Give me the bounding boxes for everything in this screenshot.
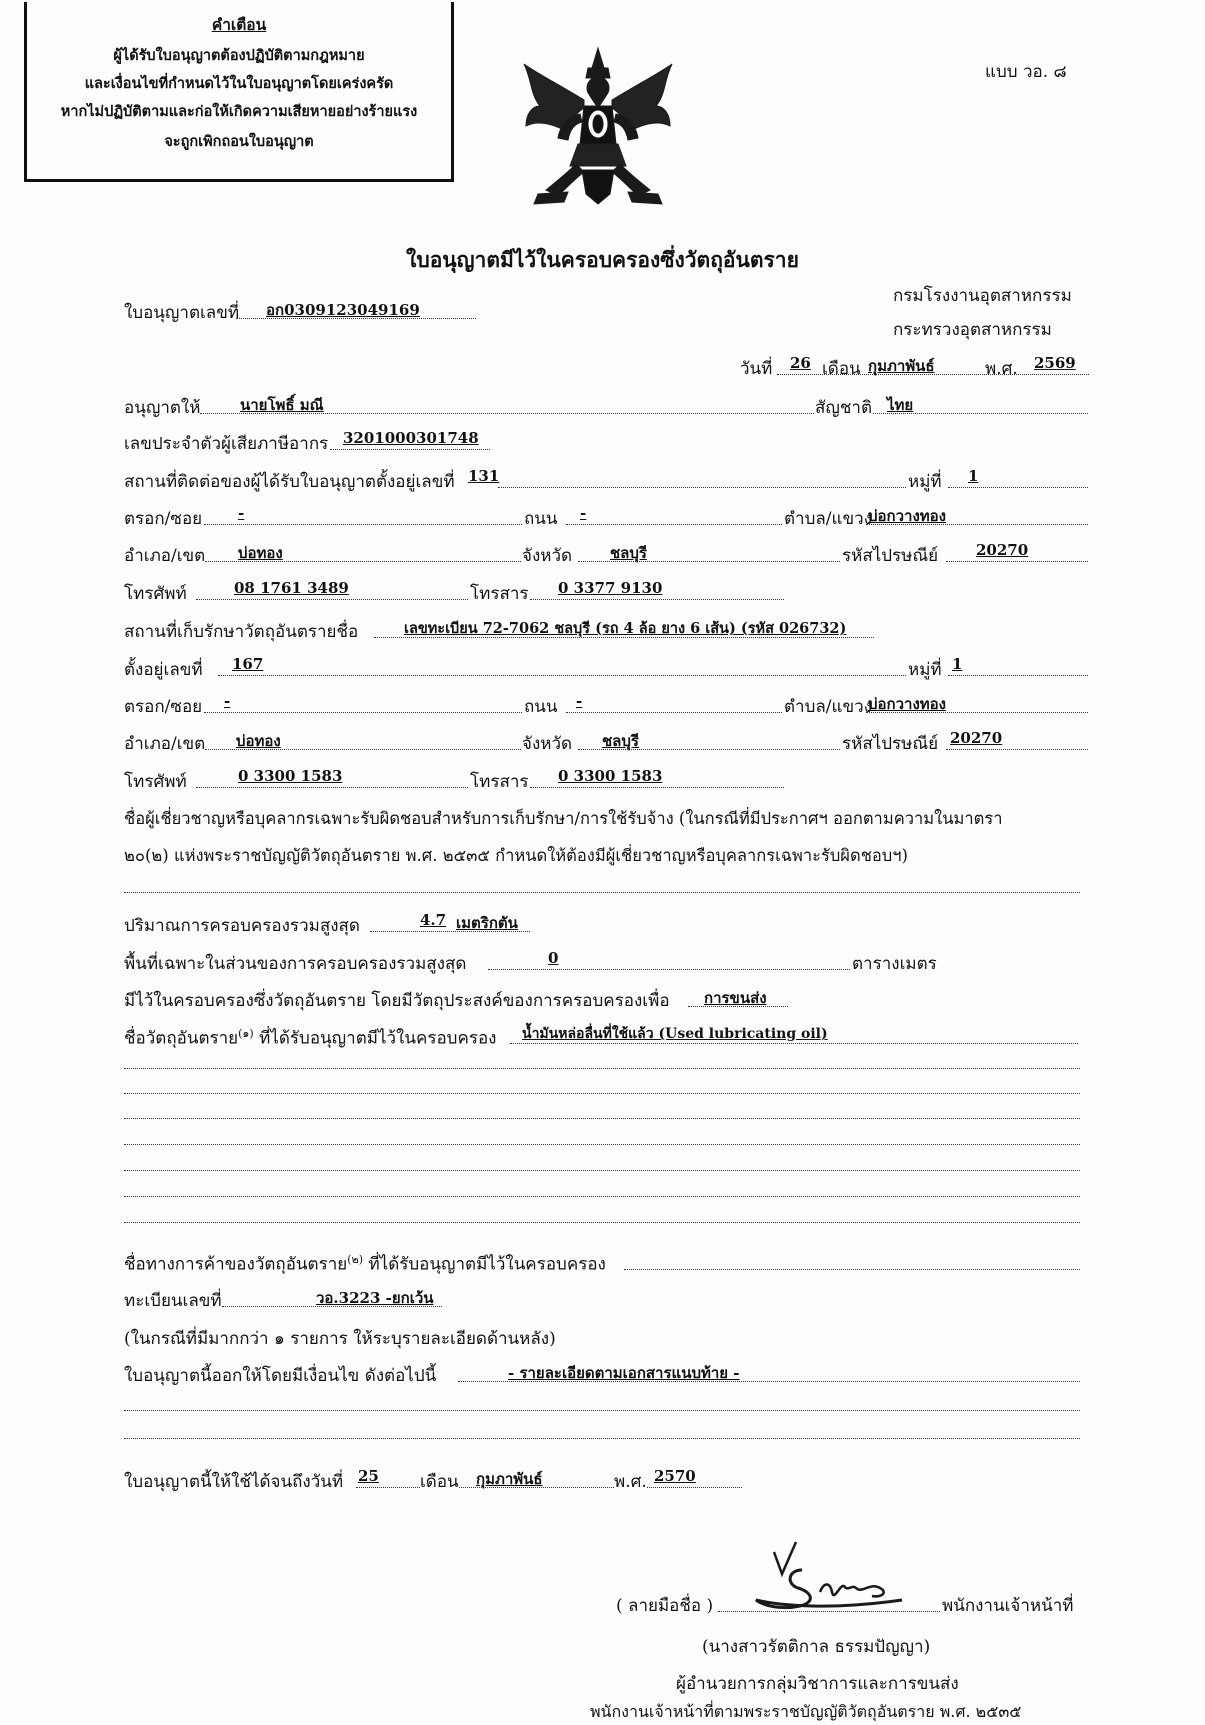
footnote-marker: (๑) — [238, 1027, 254, 1040]
conditions-value: - รายละเอียดตามเอกสารแนบท้าย - — [508, 1364, 740, 1382]
document-title: ใบอนุญาตมีไว้ในครอบครองซึ่งวัตถุอันตราย — [406, 247, 799, 272]
licensee-label: อนุญาตให้ — [124, 398, 201, 418]
storage-label: สถานที่เก็บรักษาวัตถุอันตรายชื่อ — [124, 622, 359, 642]
nationality-value: ไทย — [887, 396, 914, 414]
agency-department: กรมโรงงานอุตสาหกรรม — [893, 286, 1072, 306]
licensee-name: นายโพธิ์ มณี — [240, 396, 324, 414]
warning-line: และเงื่อนไขที่กำหนดไว้ในใบอนุญาตโดยเคร่งครัด — [84, 76, 394, 92]
signature-label: ( ลายมือชื่อ ) — [616, 1596, 714, 1616]
contact-tambon-label: ตำบล/แขวง — [784, 509, 872, 529]
storage-name: เลขทะเบียน 72-7062 ชลบุรี (รถ 4 ล้อ ยาง 6 เส้น) (รหัส 026732) — [404, 620, 847, 637]
quantity-label: ปริมาณการครอบครองรวมสูงสุด — [124, 916, 360, 936]
warning-heading: คำเตือน — [211, 16, 267, 34]
taxid-label: เลขประจำตัวผู้เสียภาษีอากร — [124, 434, 329, 454]
substance-label-text-2: ที่ได้รับอนุญาตมีไว้ในครอบครอง — [259, 1028, 497, 1049]
warning-box — [24, 2, 454, 182]
expert-line1: ชื่อผู้เชี่ยวชาญหรือบุคลากรเฉพาะรับผิดชอบสำหรับการเก็บรักษา/การใช้รับจ้าง (ในกรณีที่มีประกาศฯ ออกตามความในมาตรา — [124, 809, 1003, 828]
issue-year: 2569 — [1034, 354, 1076, 372]
storage-moo: 1 — [952, 655, 963, 673]
contact-postal: 20270 — [976, 541, 1029, 559]
registration-value: วอ.3223 -ยกเว้น — [316, 1289, 434, 1307]
trade-name-label-text-2: ที่ได้รับอนุญาตมีไว้ในครอบครอง — [368, 1254, 606, 1275]
area-label: พื้นที่เฉพาะในส่วนของการครอบครองรวมสูงสุด — [124, 954, 467, 974]
substance-label-text: ชื่อวัตถุอันตราย — [124, 1028, 239, 1049]
contact-moo-label: หมู่ที่ — [908, 472, 942, 492]
contact-soi-label: ตรอก/ซอย — [124, 509, 203, 529]
issue-month: กุมภาพันธ์ — [868, 357, 935, 375]
contact-address-label: สถานที่ติดต่อของผู้ได้รับใบอนุญาตตั้งอยู่เลขที่ — [124, 472, 455, 492]
storage-road: - — [576, 692, 583, 710]
contact-phone-label: โทรศัพท์ — [124, 584, 187, 604]
storage-fax-label: โทรสาร — [470, 772, 529, 792]
storage-tambon: บ่อกวางทอง — [868, 695, 947, 713]
contact-fax-label: โทรสาร — [470, 584, 529, 604]
issue-day: 26 — [790, 354, 811, 372]
trade-name-label — [124, 1250, 606, 1278]
validity-month: กุมภาพันธ์ — [476, 1470, 543, 1488]
storage-province: ชลบุรี — [602, 732, 639, 750]
warning-line: หากไม่ปฏิบัติตามและก่อให้เกิดความเสียหายอย่างร้ายแรง — [60, 104, 418, 120]
area-unit: ตารางเมตร — [852, 954, 937, 974]
nationality-label: สัญชาติ — [815, 394, 872, 421]
substance-label — [124, 1024, 497, 1052]
validity-day: 25 — [358, 1467, 379, 1485]
storage-soi: - — [224, 692, 231, 710]
validity-label: ใบอนุญาตนี้ให้ใช้ได้จนถึงวันที่ — [124, 1472, 344, 1492]
purpose-value: การขนส่ง — [704, 989, 767, 1007]
multiple-items-note: (ในกรณีที่มีมากกว่า ๑ รายการ ให้ระบุรายละเอียดด้านหลัง) — [124, 1329, 556, 1349]
storage-postal-label: รหัสไปรษณีย์ — [842, 734, 939, 754]
officer-title: พนักงานเจ้าหน้าที่ — [942, 1596, 1074, 1616]
handwritten-signature — [752, 1536, 912, 1616]
contact-soi: - — [238, 504, 245, 522]
storage-no: 167 — [232, 655, 264, 673]
issue-day-label: วันที่ — [740, 359, 773, 379]
issue-year-label: พ.ศ. — [985, 359, 1018, 379]
license-no-value: อก0309123049169 — [266, 301, 420, 319]
signer-position: ผู้อำนวยการกลุ่มวิชาการและการขนส่ง — [676, 1674, 959, 1694]
storage-amphoe-label: อำเภอ/เขต — [124, 734, 206, 754]
validity-year-label: พ.ศ. — [614, 1468, 647, 1495]
trade-name-label-text: ชื่อทางการค้าของวัตถุอันตราย — [124, 1254, 348, 1275]
garuda-emblem-icon — [518, 44, 678, 210]
conditions-label: ใบอนุญาตนี้ออกให้โดยมีเงื่อนไข ดังต่อไปนี้ — [124, 1366, 437, 1386]
contact-province-label: จังหวัด — [522, 546, 573, 566]
form-code: แบบ วอ. ๘ — [985, 62, 1067, 82]
quantity-value: 4.7 — [420, 911, 447, 929]
contact-amphoe: บ่อทอง — [238, 544, 283, 562]
contact-address-no: 131 — [468, 467, 500, 485]
expert-line2: ๒๐(๒) แห่งพระราชบัญญัติวัตถุอันตราย พ.ศ. ๒๕๓๕ กำหนดให้ต้องมีผู้เชี่ยวชาญหรือบุคลากรเฉพาะรับผิดชอบฯ) — [124, 846, 908, 865]
issue-month-label: เดือน — [822, 359, 861, 379]
contact-phone: 08 1761 3489 — [234, 579, 349, 597]
storage-tambon-label: ตำบล/แขวง — [784, 697, 872, 717]
warning-line: จะถูกเพิกถอนใบอนุญาต — [164, 134, 314, 150]
contact-road: - — [580, 504, 587, 522]
warning-line: ผู้ได้รับใบอนุญาตต้องปฏิบัติตามกฎหมาย — [113, 48, 365, 64]
contact-amphoe-label: อำเภอ/เขต — [124, 546, 206, 566]
contact-province: ชลบุรี — [610, 544, 647, 562]
license-no-label: ใบอนุญาตเลขที่ — [124, 303, 240, 323]
storage-fax: 0 3300 1583 — [558, 767, 663, 785]
contact-fax: 0 3377 9130 — [558, 579, 663, 597]
storage-postal: 20270 — [950, 729, 1003, 747]
storage-moo-label: หมู่ที่ — [908, 660, 942, 680]
storage-phone: 0 3300 1583 — [238, 767, 343, 785]
contact-tambon: บ่อกวางทอง — [868, 507, 947, 525]
storage-province-label: จังหวัด — [522, 734, 573, 754]
storage-no-label: ตั้งอยู่เลขที่ — [124, 660, 203, 680]
registration-label: ทะเบียนเลขที่ — [124, 1291, 222, 1311]
contact-road-label: ถนน — [524, 509, 558, 529]
storage-road-label: ถนน — [524, 697, 558, 717]
quantity-unit: เมตริกตัน — [456, 914, 518, 932]
agency-ministry: กระทรวงอุตสาหกรรม — [893, 320, 1052, 340]
footnote-marker: (๒) — [347, 1253, 364, 1266]
taxid-value: 3201000301748 — [343, 429, 479, 447]
signer-authority: พนักงานเจ้าหน้าที่ตามพระราชบัญญัติวัตถุอันตราย พ.ศ. ๒๕๓๕ — [590, 1702, 1022, 1721]
storage-amphoe: บ่อทอง — [236, 732, 281, 750]
validity-month-label: เดือน — [420, 1468, 459, 1495]
contact-postal-label: รหัสไปรษณีย์ — [842, 546, 939, 566]
contact-moo: 1 — [968, 467, 979, 485]
purpose-label: มีไว้ในครอบครองซึ่งวัตถุอันตราย โดยมีวัตถุประสงค์ของการครอบครองเพื่อ — [124, 991, 670, 1011]
area-value: 0 — [548, 949, 559, 967]
storage-phone-label: โทรศัพท์ — [124, 772, 187, 792]
substance-value: น้ำมันหล่อลื่นที่ใช้แล้ว (Used lubricating oil) — [522, 1026, 828, 1042]
storage-soi-label: ตรอก/ซอย — [124, 697, 203, 717]
validity-year: 2570 — [654, 1467, 696, 1485]
signer-name: (นางสาวรัตติกาล ธรรมปัญญา) — [702, 1637, 931, 1657]
